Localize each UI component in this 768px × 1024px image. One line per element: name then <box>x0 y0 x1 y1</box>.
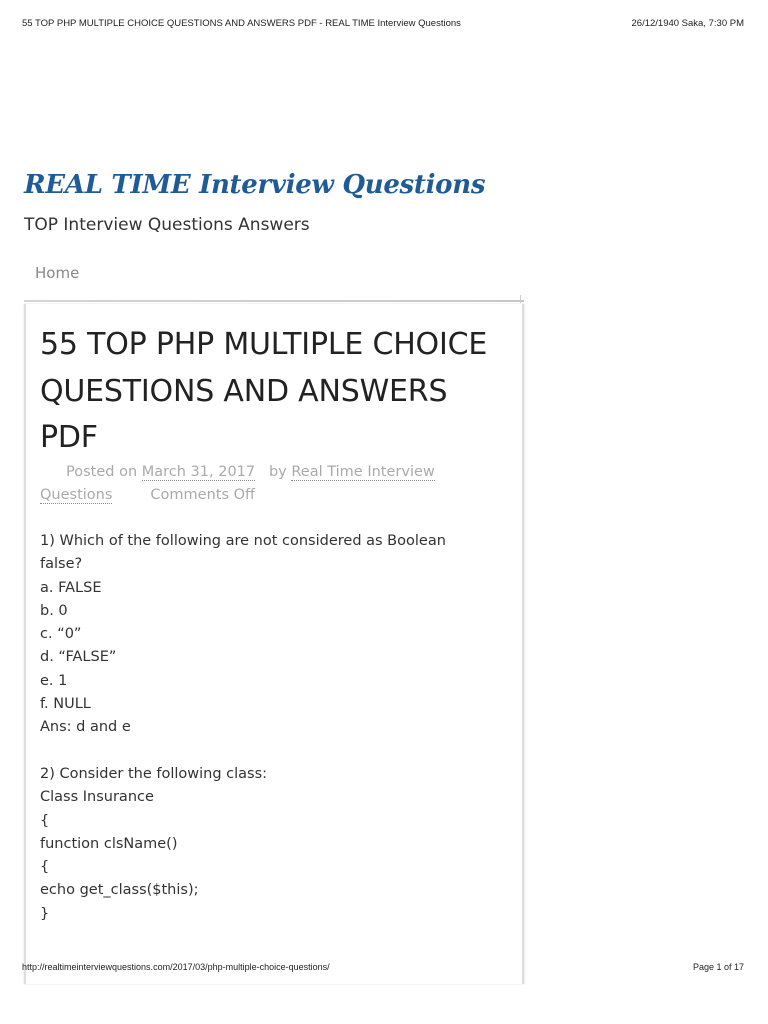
content-line: Ans: d and e <box>40 719 131 736</box>
content-line: { <box>40 859 50 876</box>
post-title: 55 TOP PHP MULTIPLE CHOICE QUESTIONS AND ANSWERS PDF <box>40 327 488 455</box>
content-line: false? <box>40 556 83 573</box>
post-meta <box>40 461 470 507</box>
post-date-link[interactable]: March 31, 2017 <box>141 464 256 480</box>
content-line: function clsName() <box>40 835 178 852</box>
content-line: 2) Consider the following class: <box>40 765 268 782</box>
site-description: TOP Interview Questions Answers <box>24 215 310 235</box>
content-line: Class Insurance <box>40 789 154 806</box>
author-link-line2[interactable]: Questions <box>40 487 113 503</box>
content-line: a. FALSE <box>40 579 102 596</box>
nav-home-link[interactable]: Home <box>35 264 80 282</box>
author-link-line1[interactable]: Real Time Interview <box>291 464 435 480</box>
site-title-link[interactable]: REAL TIME Interview Questions <box>24 170 486 200</box>
comments-status: Comments Off <box>150 487 256 503</box>
content-line: { <box>40 812 50 829</box>
content-blank-line <box>40 740 480 763</box>
content-line: f. NULL <box>40 696 91 713</box>
content-line: echo get_class($this); <box>40 882 199 899</box>
print-url: http://realtimeinterviewquestions.com/2017/03/php-multiple-choice-questions/ <box>22 962 330 972</box>
content-line: 1) Which of the following are not considered as Boolean <box>40 533 446 549</box>
content-line: d. “FALSE” <box>40 649 117 666</box>
content-line: b. 0 <box>40 602 68 619</box>
posted-on-label: Posted on <box>66 464 138 480</box>
content-line: c. “0” <box>40 626 82 643</box>
content-line: e. 1 <box>40 672 68 689</box>
nav-divider <box>24 300 524 302</box>
nav-divider-corner <box>514 295 521 303</box>
page-number: Page 1 of 17 <box>692 962 744 972</box>
content-line: } <box>40 905 50 922</box>
print-document-title: 55 TOP PHP MULTIPLE CHOICE QUESTIONS AND ANSWERS PDF - REAL TIME Interview Questions <box>22 18 461 29</box>
by-label: by <box>268 464 287 480</box>
print-date: 26/12/1940 Saka, 7:30 PM <box>631 18 744 29</box>
post-content <box>40 530 480 926</box>
